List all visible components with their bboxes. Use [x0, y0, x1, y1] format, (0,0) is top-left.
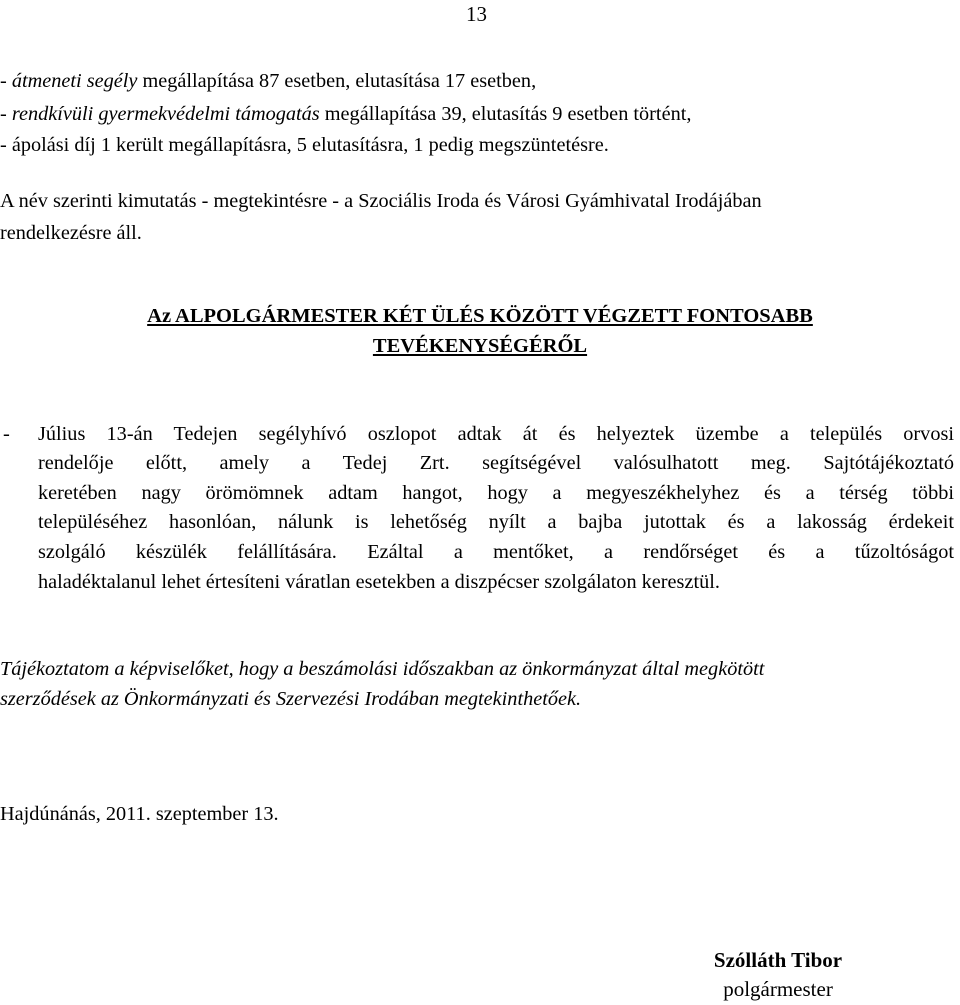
notice-line: szerződések az Önkormányzati és Szervezési Irodában megtekinthetőek.: [0, 688, 582, 710]
list-item-text: megállapítása 39, elutasítás 9 esetben történt,: [319, 103, 692, 125]
list-item-care-fee: - ápolási díj 1 került megállapításra, 5 elutasításra, 1 pedig megszüntetésre.: [0, 134, 609, 156]
signatory-name: Szólláth Tibor: [713, 948, 843, 972]
place-date: Hajdúnánás, 2011. szeptember 13.: [0, 803, 279, 825]
list-dash: -: [0, 103, 12, 125]
signatory-title: polgármester: [723, 977, 833, 1001]
paragraph-line: rendelkezésre áll.: [0, 222, 142, 244]
section-heading: TEVÉKENYSÉGÉRŐL: [372, 335, 588, 357]
list-item-emphasis: rendkívüli gyermekvédelmi támogatás: [11, 103, 320, 125]
bullet-line: haladéktalanul lehet értesíteni váratlan esetekben a diszpécser szolgálaton keresztül.: [38, 571, 720, 593]
notice-line: Tájékoztatom a képviselőket, hogy a beszámolási időszakban az önkormányzat által megkötött: [0, 658, 765, 680]
bullet-line: településéhez hasonlóan, nálunk is lehetőség nyílt a bajba jutottak és a lakosság érdekeit: [38, 511, 954, 533]
bullet-line: rendelője előtt, amely a Tedej Zrt. segítségével valósulhatott meg. Sajtótájékoztató: [38, 452, 954, 474]
bullet-dash: -: [3, 423, 10, 445]
bullet-line: Július 13-án Tedejen segélyhívó oszlopot adtak át és helyeztek üzembe a település orvosi: [38, 423, 954, 445]
section-heading: Az ALPOLGÁRMESTER KÉT ÜLÉS KÖZÖTT VÉGZETT FONTOSABB: [147, 305, 813, 327]
list-item-child-protection: [0, 103, 691, 126]
list-item-text: megállapítása 87 esetben, elutasítása 17 esetben,: [137, 70, 537, 92]
page-number: 13: [466, 2, 487, 26]
bullet-line: keretében nagy örömömnek adtam hangot, hogy a megyeszékhelyhez és a térség többi: [38, 482, 954, 504]
bullet-line: szolgáló készülék felállítására. Ezáltal a mentőket, a rendőrséget és a tűzoltóságot: [38, 541, 954, 563]
list-item-emphasis: átmeneti segély: [11, 70, 138, 92]
list-item-transitional-aid: [0, 70, 536, 93]
list-dash: -: [0, 70, 12, 92]
paragraph-line: A név szerinti kimutatás - megtekintésre - a Szociális Iroda és Városi Gyámhivatal Irodájában: [0, 190, 762, 212]
